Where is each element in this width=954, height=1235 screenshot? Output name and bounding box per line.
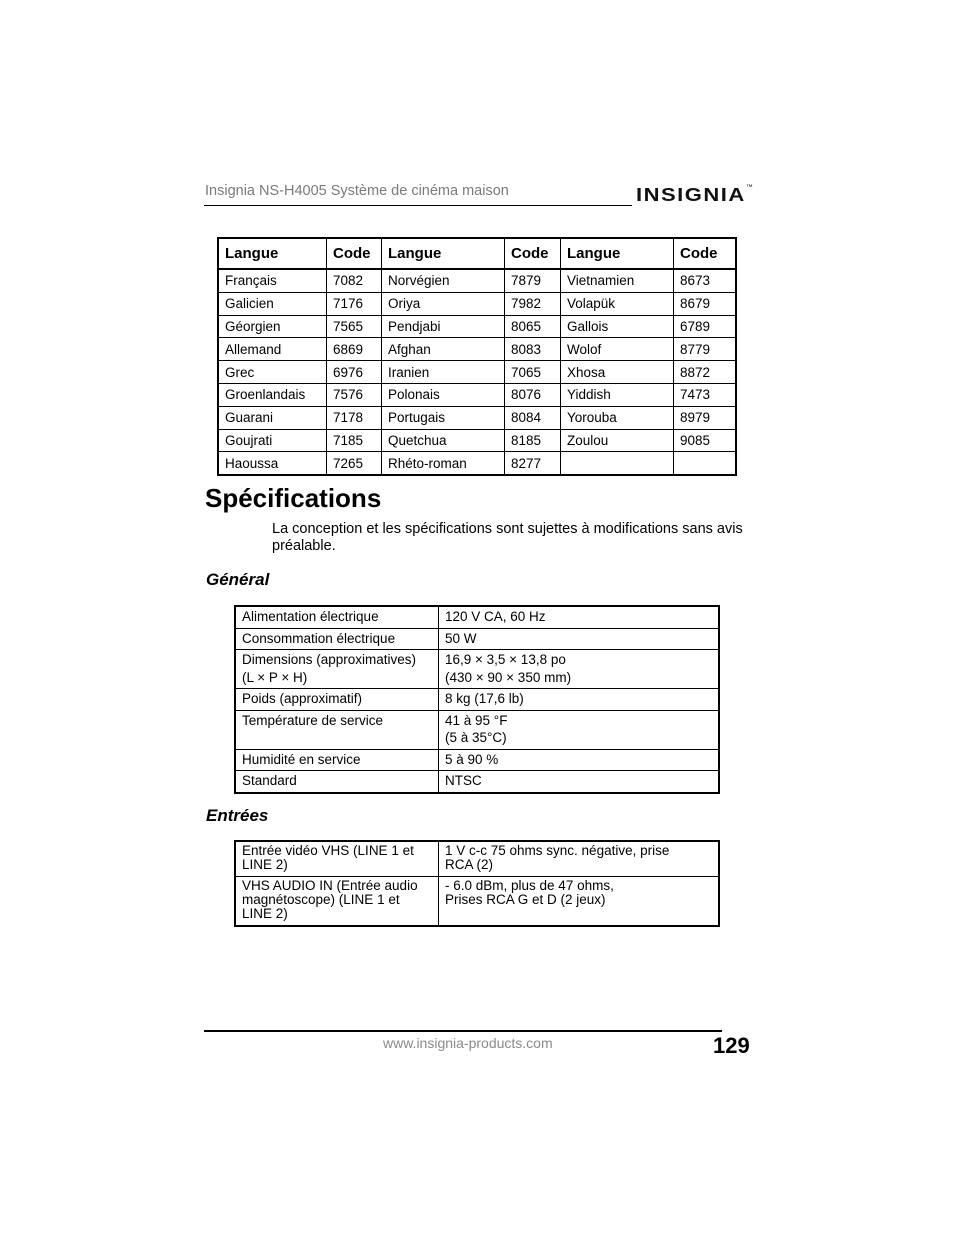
- language-cell: Grec: [218, 361, 327, 384]
- spec-label: Humidité en service: [235, 749, 439, 771]
- inputs-spec-body: [235, 841, 719, 926]
- code-cell: 8084: [505, 406, 561, 429]
- spec-value: 1 V c-c 75 ohms sync. négative, prise RCA (2): [439, 841, 720, 877]
- spec-label: Standard: [235, 771, 439, 793]
- table-row: [218, 315, 736, 338]
- general-spec-table: [234, 605, 720, 794]
- code-cell: 7178: [327, 406, 382, 429]
- table-row: [235, 749, 719, 771]
- language-code-table: [217, 237, 737, 476]
- table-row: [218, 452, 736, 475]
- language-cell: Norvégien: [382, 269, 505, 292]
- language-cell: Wolof: [561, 338, 674, 361]
- language-cell: Haoussa: [218, 452, 327, 475]
- code-cell: 8673: [674, 269, 737, 292]
- column-header-code: Code: [674, 238, 737, 269]
- code-cell: 8277: [505, 452, 561, 475]
- table-row: [235, 650, 719, 689]
- table-row: [218, 383, 736, 406]
- table-row: [218, 406, 736, 429]
- spec-label: Entrée vidéo VHS (LINE 1 et LINE 2): [235, 841, 439, 877]
- inputs-section-title: Entrées: [206, 806, 269, 825]
- code-cell: 8979: [674, 406, 737, 429]
- code-cell: 8679: [674, 292, 737, 315]
- general-spec-body: [235, 606, 719, 793]
- table-row: [218, 361, 736, 384]
- language-cell: Goujrati: [218, 429, 327, 452]
- spec-value: - 6.0 dBm, plus de 47 ohms, Prises RCA G et D (2 jeux): [445, 878, 614, 907]
- language-cell: Géorgien: [218, 315, 327, 338]
- spec-label: Température de service: [235, 710, 439, 749]
- table-row: [218, 338, 736, 361]
- language-cell: Yorouba: [561, 406, 674, 429]
- code-cell: 7576: [327, 383, 382, 406]
- spec-label: Alimentation électrique: [235, 606, 439, 628]
- language-cell: Pendjabi: [382, 315, 505, 338]
- table-row: [235, 710, 719, 749]
- language-cell: Volapük: [561, 292, 674, 315]
- table-row: [235, 877, 719, 927]
- column-header-language: Langue: [218, 238, 327, 269]
- spec-value: 16,9 × 3,5 × 13,8 po (430 × 90 × 350 mm): [439, 650, 720, 689]
- code-cell: 7565: [327, 315, 382, 338]
- code-cell: 7176: [327, 292, 382, 315]
- code-cell: 7185: [327, 429, 382, 452]
- language-cell: Galicien: [218, 292, 327, 315]
- code-cell: 8065: [505, 315, 561, 338]
- intro-paragraph: La conception et les spécifications sont sujettes à modifications sans avis préalable.: [272, 521, 743, 554]
- column-header-language: Langue: [561, 238, 674, 269]
- spec-value: 5 à 90 %: [439, 749, 720, 771]
- code-cell: 7982: [505, 292, 561, 315]
- column-header-code: Code: [327, 238, 382, 269]
- spec-value: 41 à 95 °F (5 à 35°C): [439, 710, 720, 749]
- code-cell: 8872: [674, 361, 737, 384]
- code-cell: 9085: [674, 429, 737, 452]
- general-section-title: Général: [206, 570, 270, 589]
- code-cell: 8083: [505, 338, 561, 361]
- spec-label: VHS AUDIO IN (Entrée audio magnétoscope) (LINE 1 et LINE 2): [235, 877, 439, 927]
- inputs-spec-table: [234, 840, 720, 927]
- language-cell: [561, 452, 674, 475]
- page-number: 129: [713, 1033, 750, 1058]
- code-cell: 7065: [505, 361, 561, 384]
- table-row: [235, 628, 719, 650]
- code-cell: [674, 452, 737, 475]
- table-row: [218, 292, 736, 315]
- spec-label: Dimensions (approximatives) (L × P × H): [235, 650, 439, 689]
- code-cell: 6869: [327, 338, 382, 361]
- code-cell: 7265: [327, 452, 382, 475]
- column-header-language: Langue: [382, 238, 505, 269]
- language-cell: Vietnamien: [561, 269, 674, 292]
- table-row: [235, 771, 719, 793]
- spec-value: NTSC: [445, 773, 482, 788]
- language-cell: Allemand: [218, 338, 327, 361]
- code-cell: 7473: [674, 383, 737, 406]
- spec-label: Consommation électrique: [235, 628, 439, 650]
- code-cell: 7879: [505, 269, 561, 292]
- language-table-body: [218, 269, 736, 475]
- table-row: [235, 606, 719, 628]
- column-header-code: Code: [505, 238, 561, 269]
- header-title: Insignia NS-H4005 Système de cinéma maison: [205, 183, 509, 199]
- page-title: Spécifications: [205, 483, 382, 513]
- language-cell: Xhosa: [561, 361, 674, 384]
- language-cell: Quetchua: [382, 429, 505, 452]
- code-cell: 6976: [327, 361, 382, 384]
- language-cell: Iranien: [382, 361, 505, 384]
- language-table-header-row: [218, 238, 736, 269]
- footer-rule: [204, 1030, 722, 1032]
- spec-value: 8 kg (17,6 lb): [439, 689, 720, 711]
- header-rule: [204, 205, 632, 206]
- spec-value: 120 V CA, 60 Hz: [439, 606, 720, 628]
- language-cell: Portugais: [382, 406, 505, 429]
- code-cell: 7082: [327, 269, 382, 292]
- language-cell: Guarani: [218, 406, 327, 429]
- table-row: [218, 269, 736, 292]
- language-cell: Français: [218, 269, 327, 292]
- spec-label: Poids (approximatif): [235, 689, 439, 711]
- footer-url: www.insignia-products.com: [383, 1035, 553, 1051]
- code-cell: 8076: [505, 383, 561, 406]
- spec-value: 50 W: [439, 628, 720, 650]
- language-cell: Polonais: [382, 383, 505, 406]
- language-cell: Rhéto-roman: [382, 452, 505, 475]
- code-cell: 8779: [674, 338, 737, 361]
- table-row: [235, 841, 719, 877]
- insignia-logo: [636, 184, 753, 206]
- trademark-mark: ™: [745, 184, 753, 190]
- table-row: [218, 429, 736, 452]
- language-cell: Afghan: [382, 338, 505, 361]
- language-cell: Gallois: [561, 315, 674, 338]
- logo-text: INSIGNIA: [636, 184, 746, 206]
- code-cell: 6789: [674, 315, 737, 338]
- table-row: [235, 689, 719, 711]
- language-cell: Oriya: [382, 292, 505, 315]
- language-cell: Groenlandais: [218, 383, 327, 406]
- language-cell: Zoulou: [561, 429, 674, 452]
- language-cell: Yiddish: [561, 383, 674, 406]
- code-cell: 8185: [505, 429, 561, 452]
